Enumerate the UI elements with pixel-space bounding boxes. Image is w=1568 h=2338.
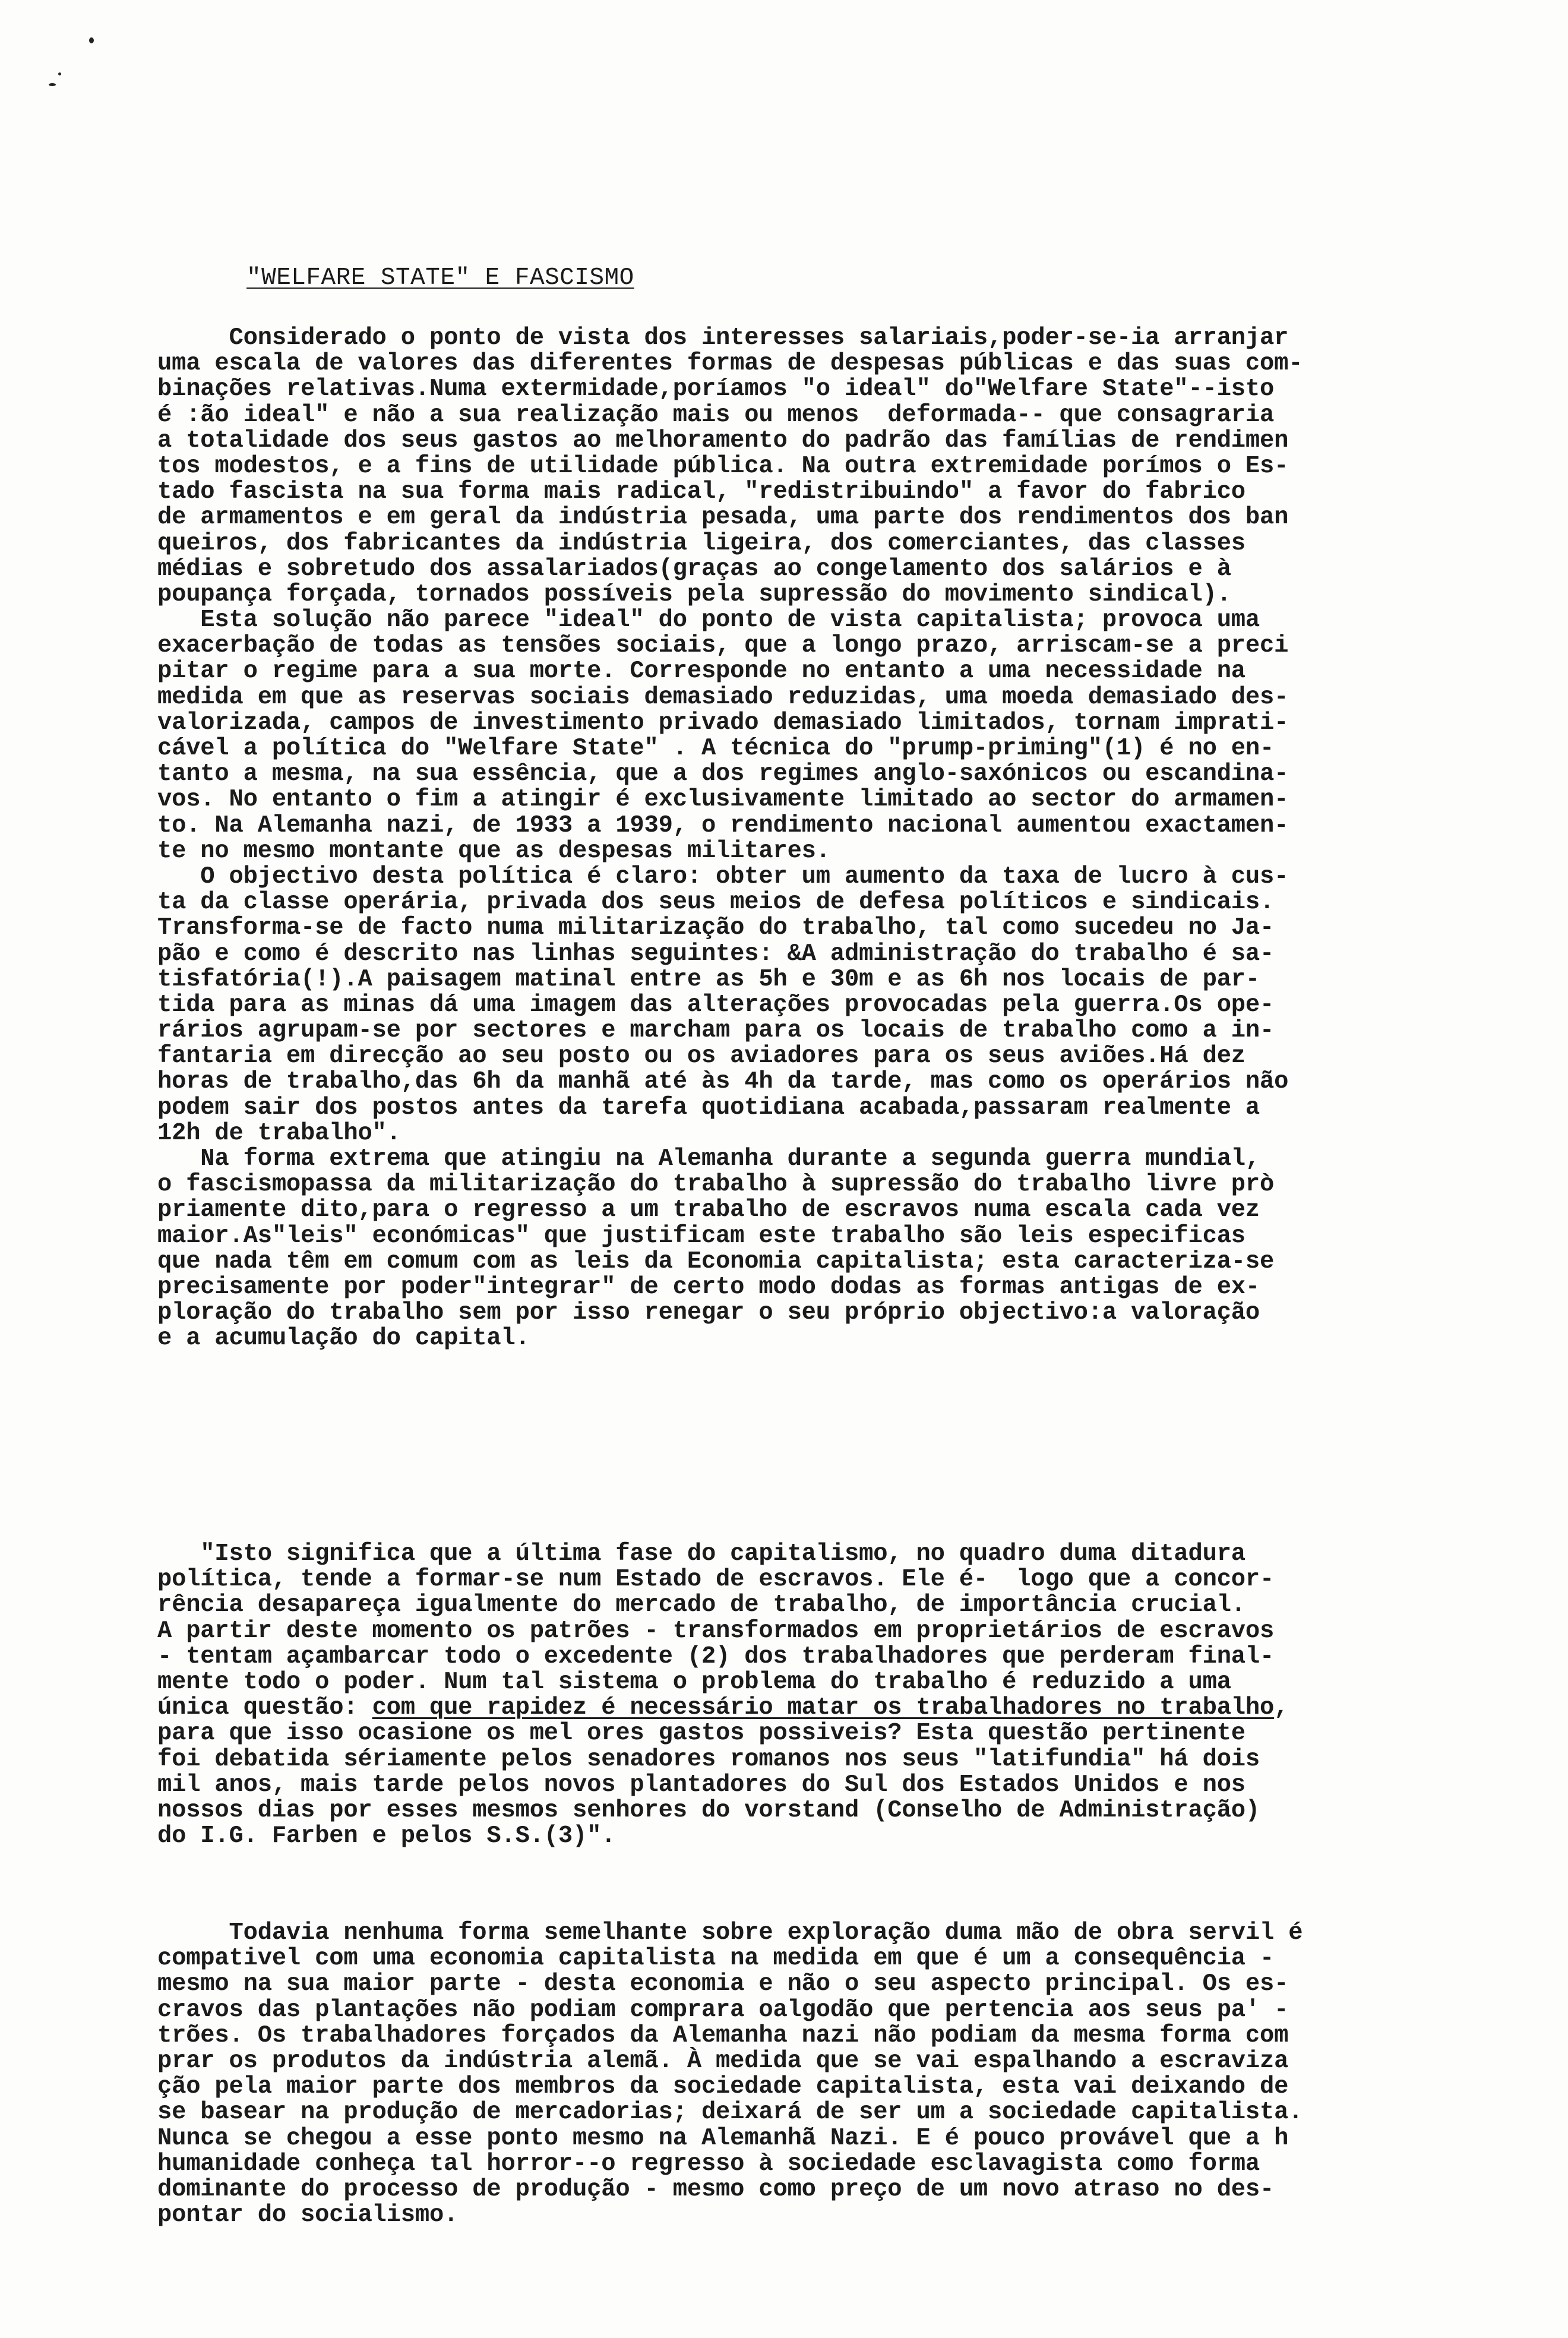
text-line: para que isso ocasione os mel ores gastos possiveis? Esta questão pertinente: [157, 1720, 1245, 1748]
paragraph-2-quotation: [157, 1541, 1464, 1849]
document-title: "WELFARE STATE" E FASCISMO: [246, 264, 634, 292]
text-line: tado fascista na sua forma mais radical, "redistribuindo" a favor do fabrico: [157, 478, 1245, 506]
text-line: dominante do processo de produção - mesmo como preço de um novo atraso no des-: [157, 2175, 1275, 2203]
underlined-line: única questão: com que rapidez é necessário matar os trabalhadores no trabalho,: [157, 1694, 1289, 1722]
text-line: te no mesmo montante que as despesas militares.: [157, 837, 830, 865]
text-line: maior.As"leis" económicas" que justificam este trabalho são leis especificas: [157, 1222, 1245, 1250]
text-line: vos. No entanto o fim a atingir é exclusivamente limitado ao sector do armamen-: [157, 786, 1289, 814]
text-line: fantaria em direcção ao seu posto ou os aviadores para os seus aviões.Há dez: [157, 1042, 1245, 1070]
text-line: tisfatória(!).A paisagem matinal entre as 5h e 30m e as 6h nos locais de par-: [157, 965, 1260, 993]
text-line: uma escala de valores das diferentes formas de despesas públicas e das suas com-: [157, 350, 1303, 378]
text-line: mil anos, mais tarde pelos novos plantadores do Sul dos Estados Unidos e nos: [157, 1771, 1245, 1799]
text-line: nossos dias por esses mesmos senhores do vorstand (Conselho de Administração): [157, 1796, 1260, 1824]
text-line: o fascismopassa da militarização do trabalho à supressão do trabalho livre prò: [157, 1171, 1275, 1199]
text-line: mente todo o poder. Num tal sistema o problema do trabalho é reduzido a uma: [157, 1668, 1231, 1696]
text-line: rência desapareça igualmente do mercado de trabalho, de importância crucial.: [157, 1591, 1245, 1619]
text-line: pitar o regime para a sua morte. Corresponde no entanto a uma necessidade na: [157, 658, 1245, 685]
text-line: binações relativas.Numa extermidade,poríamos "o ideal" do"Welfare State"--isto: [157, 375, 1275, 403]
text-line: O objectivo desta política é claro: obter um aumento da taxa de lucro à cus-: [157, 862, 1289, 890]
text-line: médias e sobretudo dos assalariados(graças ao congelamento dos salários e à: [157, 555, 1231, 583]
text-line: poupança forçada, tornados possíveis pela supressão do movimento sindical).: [157, 580, 1231, 608]
text-line: exacerbação de todas as tensões sociais, que a longo prazo, arriscam-se a preci: [157, 632, 1289, 660]
paragraph-3: [157, 1920, 1464, 2228]
paragraph-1: [157, 326, 1464, 1352]
text-line: tos modestos, e a fins de utilidade pública. Na outra extremidade porímos o Es-: [157, 452, 1289, 480]
text-line: Transforma-se de facto numa militarização do trabalho, tal como sucedeu no Ja-: [157, 914, 1275, 942]
text-line: horas de trabalho,das 6h da manhã até às 4h da tarde, mas como os operários não: [157, 1068, 1289, 1096]
text-line: valorizada, campos de investimento privado demasiado limitados, tornam imprati-: [157, 709, 1289, 737]
text-line: trões. Os trabalhadores forçados da Alemanha nazi não podiam da mesma forma com: [157, 2021, 1289, 2049]
text-line: e a acumulação do capital.: [157, 1325, 530, 1353]
text-line: tida para as minas dá uma imagem das alterações provocadas pela guerra.Os ope-: [157, 991, 1275, 1019]
text-line: compativel com uma economia capitalista na medida em que é um a consequência -: [157, 1945, 1275, 1973]
text-line: pão e como é descrito nas linhas seguintes: &A administração do trabalho é sa-: [157, 940, 1275, 968]
text-line: Nunca se chegou a esse ponto mesmo na Alemanhã Nazi. E é pouco provável que a h: [157, 2124, 1289, 2152]
text-line: Considerado o ponto de vista dos interesses salariais,poder-se-ia arranjar: [157, 324, 1289, 352]
text-line: que nada têm em comum com as leis da Economia capitalista; esta caracteriza-se: [157, 1247, 1275, 1275]
text-line: priamente dito,para o regresso a um trabalho de escravos numa escala cada vez: [157, 1196, 1260, 1224]
text-line: - tentam açambarcar todo o excedente (2) dos trabalhadores que perderam final-: [157, 1642, 1275, 1670]
text-line: Todavia nenhuma forma semelhante sobre exploração duma mão de obra servil é: [157, 1919, 1303, 1947]
text-line: é :ão ideal" e não a sua realização mais ou menos deformada-- que consagraria: [157, 401, 1275, 429]
underlined-phrase: com que rapidez é necessário matar os trabalhadores no trabalho: [372, 1694, 1275, 1722]
text-line: Esta solução não parece "ideal" do ponto de vista capitalista; provoca uma: [157, 606, 1260, 634]
scan-speck: [58, 72, 61, 75]
text-line: tanto a mesma, na sua essência, que a dos regimes anglo-saxónicos ou escandina-: [157, 760, 1289, 788]
text-line: "Isto significa que a última fase do capitalismo, no quadro duma ditadura: [157, 1540, 1245, 1568]
text-line: humanidade conheça tal horror--o regresso à sociedade esclavagista como forma: [157, 2150, 1260, 2178]
scan-speck: [49, 83, 56, 86]
text-line: pontar do socialismo.: [157, 2201, 459, 2229]
text-line: precisamente por poder"integrar" de certo modo dodas as formas antigas de ex-: [157, 1273, 1260, 1301]
text-line: mesmo na sua maior parte - desta economia e não o seu aspecto principal. Os es-: [157, 1970, 1289, 1998]
text-line: política, tende a formar-se num Estado de escravos. Ele é- logo que a concor-: [157, 1566, 1275, 1594]
text-line: 12h de trabalho".: [157, 1119, 401, 1147]
text-line: prar os produtos da indústria alemã. À medida que se vai espalhando a escraviza: [157, 2047, 1289, 2075]
text-line: podem sair dos postos antes da tarefa quotidiana acabada,passaram realmente a: [157, 1094, 1260, 1121]
text-line: ção pela maior parte dos membros da sociedade capitalista, esta vai deixando de: [157, 2073, 1289, 2101]
text-line: ta da classe operária, privada dos seus meios de defesa políticos e sindicais.: [157, 889, 1275, 917]
text-line: Na forma extrema que atingiu na Alemanha durante a segunda guerra mundial,: [157, 1145, 1260, 1173]
text-line: A partir deste momento os patrões - transformados em proprietários de escravos: [157, 1617, 1275, 1645]
text-line: ploração do trabalho sem por isso renegar o seu próprio objectivo:a valoração: [157, 1299, 1260, 1327]
text-line: rários agrupam-se por sectores e marcham para os locais de trabalho como a in-: [157, 1017, 1275, 1045]
text-line: to. Na Alemanha nazi, de 1933 a 1939, o rendimento nacional aumentou exactamen-: [157, 811, 1289, 839]
text-line: foi debatida sériamente pelos senadores romanos nos seus "latifundia" há dois: [157, 1745, 1260, 1773]
text-line: medida em que as reservas sociais demasiado reduzidas, uma moeda demasiado des-: [157, 683, 1289, 711]
text-line: do I.G. Farben e pelos S.S.(3)".: [157, 1822, 616, 1850]
scan-speck: [89, 37, 94, 43]
text-line: cravos das plantações não podiam comprara oalgodão que pertencia aos seus pa' -: [157, 1996, 1289, 2024]
text-line: se basear na produção de mercadorias; deixará de ser um a sociedade capitalista.: [157, 2099, 1303, 2127]
text-line: de armamentos e em geral da indústria pesada, uma parte dos rendimentos dos ban: [157, 504, 1289, 532]
text-line: queiros, dos fabricantes da indústria ligeira, dos comerciantes, das classes: [157, 529, 1245, 557]
text-line: cável a política do "Welfare State" . A técnica do "prump-priming"(1) é no en-: [157, 735, 1275, 762]
text-line: a totalidade dos seus gastos ao melhoramento do padrão das famílias de rendimen: [157, 426, 1289, 454]
